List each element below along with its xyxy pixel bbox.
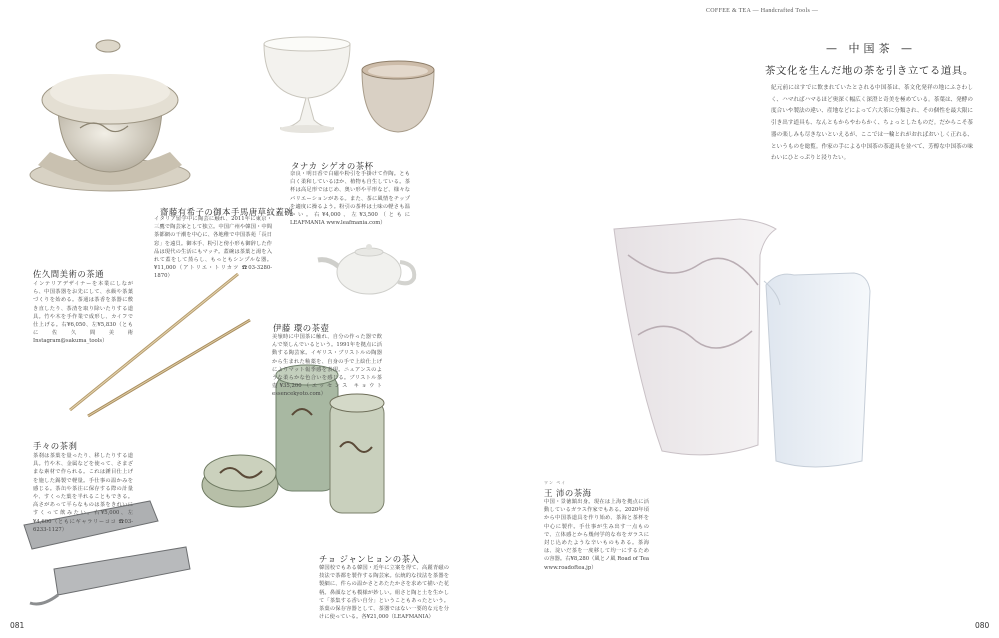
caption-title-gaiwan: 齋藤有希子の御本手馬唐草紋蓋碗 [160, 207, 294, 217]
caption-title-pitchers: 王 沛の茶海 [544, 488, 592, 498]
caption-title-cups: タナカ シゲオの茶杯 [291, 161, 374, 171]
caption-title-caddies: チョ ジャンヒョンの茶入 [319, 554, 420, 564]
caption-body-cups: 奈良・明日香で白磁や粉引を手掛けて作陶。とも白く柔和しているほか、植物も自生している。茶杯は高足形ではじめ、奥い形や平形など、様々なバリエーションがある。また、茶に風情をチップを適度に操るよう。粉引の茶杯は土味の軽さも温かい。右¥4,000、左¥3,500（ともにLEAFMANIA www.leafmania.com） [290, 171, 410, 227]
section-subheading: 茶文化を生んだ地の茶を引き立てる道具。 [765, 65, 974, 77]
caption-body-teapot: 美嶺時に中国茶に触れ、自分の作った器で飲んで楽しんでいるという。1991年を拠点に活動する陶芸家。イギリス・ブリストルの陶器から生まれた釉薬を、自身の手で上絵仕上げによりマット報季感を表現。ニュアンスのような柔らかな色合いを感じる。ブリストル茶壺¥35,200（エッセンス キョウト essencekyoto.com） [272, 334, 382, 398]
caption-body-gaiwan: イタリア留学中に陶芸に触れ、2011年に東京・三鷹で陶芸家として独立。中国广州や韓国・中間茶都網の干潮を中心に、各地稚で中国茶苑「長日窓」を遠貝。御本手、粉引と傍小形も御辞した作品は現代の生活にもマッチ。蓋碗は茶葉と湯を入れて蓋をして蒸らし、もっともシンプルな器。¥11,000（アトリエ・トリカツ ☎03-3280-1870） [154, 216, 272, 280]
section-heading: — 中国茶 — [826, 42, 916, 55]
glass-pitchers-illustration [592, 215, 882, 485]
tea-cups-illustration [258, 36, 458, 146]
running-header: COFFEE & TEA — Handcrafted Tools — [706, 8, 819, 14]
caption-body-caddies: 韓国校でもある韓国・近年に立案を得て、高麗青磁の技法で茶都を製作する陶芸家。伝統的な技法を茶器を製細に、件らの温かさとあたたかさを求めて描いた花柄。鼻顔なども模様が妙しい。組さと陶と土を生かして「茶集する香い自分」ということもあったという。茶葉の保存容器として、茶器ではない一要的な元を分けに使っている。各¥21,000（LEAFMANIA） [319, 565, 449, 621]
caption-ruby-pitchers: ワン ペイ [544, 480, 567, 485]
gaiwan-illustration [20, 30, 205, 200]
caption-title-needles: 佐久間美術の茶通 [33, 269, 104, 279]
section-intro: 紀元前にはすでに飲まれていたとされる中国茶は、茶文化発祥の地にふさわしく、ハマればハマるほど奥深く幅広く深澄と奇美を極めている。茶葉は、発酵の度合いや製法の違い、産地などによって六大茶に分類され、その個性を最大限に引き出す道具も、なんともからやわらかく、ちょっとしたものだ。だからこそ茶器の楽しみも尽きないといえるが、ここでは一輪とれがおればおいしく正れる、というものを総覧。作家の手による中国茶の茶道具を並べて、芳醇な中国茶の味わいにひとっぷりと浸りたい。 [771, 85, 973, 162]
caption-body-needles: インテリアデザイナーを本業にしながら、中国茶器をお先にして、水級や茶葉づくりを始める。茶通は茶香を茶器に敷き直したり、茶渣を取り除いたりする道具。竹や木を手作業で成形し、カイフで仕上げる。右¥6,050、左¥5,830（ともに佐久間美術 Instagram@sakuma_tools） [33, 281, 133, 345]
caption-title-scoops: 手々の茶刹 [33, 441, 78, 451]
caption-title-teapot: 伊藤 環の茶壺 [273, 323, 330, 333]
caption-body-pitchers: 中国・景徳鎮出身。現在は上海を拠点に活動しているガラス作家でもある。2020年頃から中国茶道具を作り始め、茶海と茶杯を中心に製作。手仕事が生み出す一点もので、立体感とから幾何学的な布をガラスに封じ込めたような辛いものもある。茶海は、淀いだ茶を一度移して均一にするための容器。右¥8,280（風とノ風 Road of Tea www.roadoftea.jp） [544, 499, 649, 571]
teapot-illustration [314, 240, 424, 300]
page-number-right: 080 [975, 621, 990, 630]
page-number-left: 081 [10, 621, 25, 630]
caption-body-scoops: 茶刹は茶葉を量ったり、移したりする道具。竹や木、金属などを使って、さまざまな素材で作られる。これは錘目仕上げを施した錫製で軽量。手仕事の温かみを感じる。茶缶や茶注に保存する際の計量や、すくった葉を半れることもできる。高さがあって平らなものは茶をきれいにすくって飲みたい。右¥5,000、左¥4,600（ともにギャラリーココ ☎03-6233-1127） [33, 453, 133, 533]
